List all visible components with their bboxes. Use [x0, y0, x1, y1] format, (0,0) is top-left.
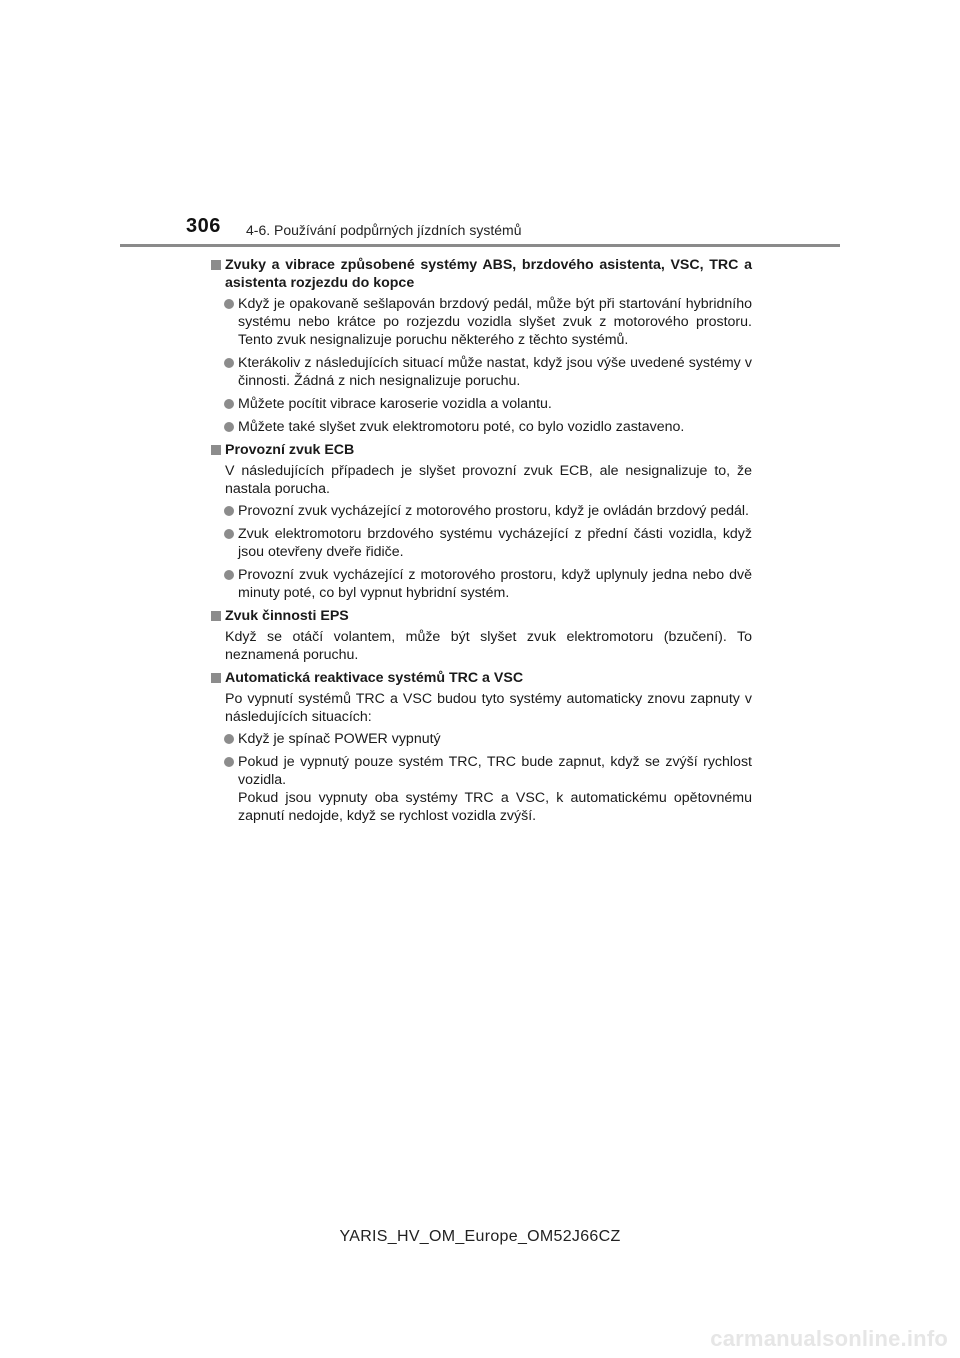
bullet-text: Můžete také slyšet zvuk elektromotoru poté, co bylo vozidlo zastaveno. [238, 419, 685, 435]
square-bullet-icon [211, 611, 221, 621]
list-item [210, 295, 752, 349]
circle-bullet-icon [224, 399, 234, 409]
bullet-text: Provozní zvuk vycházející z motorového prostoru, když uplynuly jedna nebo dvě minuty poté, co byl vypnut hybridní systém. [238, 567, 752, 601]
circle-bullet-icon [224, 529, 234, 539]
watermark: carmanualsonline.info [710, 1326, 948, 1351]
intro-paragraph: V následujících případech je slyšet provozní zvuk ECB, ale nesignalizuje to, že nastala porucha. [225, 463, 752, 497]
bullet-text: Když je opakovaně sešlapován brzdový pedál, může být při startování hybridního systému nebo krátce po rozjezdu vozidla slyšet zvuk z motorového prostoru. Tento zvuk nesignalizuje poruchu některého z těchto systémů. [238, 296, 752, 348]
bullet-text: Zvuk elektromotoru brzdového systému vycházející z přední části vozidla, když jsou otevřeny dveře řidiče. [238, 526, 752, 560]
content [210, 256, 752, 830]
intro-paragraph: Když se otáčí volantem, může být slyšet zvuk elektromotoru (bzučení). To neznamená poruchu. [225, 629, 752, 663]
circle-bullet-icon [224, 570, 234, 580]
section-heading [210, 669, 752, 687]
section-heading [210, 256, 752, 292]
footer-doc-code: YARIS_HV_OM_Europe_OM52J66CZ [339, 1228, 621, 1245]
circle-bullet-icon [224, 734, 234, 744]
circle-bullet-icon [224, 299, 234, 309]
section-title: 4-6. Používání podpůrných jízdních systémů [246, 222, 522, 238]
bullet-continuation: Pokud jsou vypnuty oba systémy TRC a VSC, k automatickému opětovnému zapnutí nedojde, když se rychlost vozidla zvýší. [238, 790, 752, 824]
bullet-text: Pokud je vypnutý pouze systém TRC, TRC bude zapnut, když se zvýší rychlost vozidla. [238, 754, 752, 788]
square-bullet-icon [211, 673, 221, 683]
square-bullet-icon [211, 260, 221, 270]
list-item [210, 502, 752, 520]
section-trc-vsc-reactivation [210, 669, 752, 825]
page-number: 306 [186, 215, 221, 237]
circle-bullet-icon [224, 358, 234, 368]
list-item [210, 753, 752, 825]
bullet-text: Provozní zvuk vycházející z motorového prostoru, když je ovládán brzdový pedál. [238, 503, 749, 519]
list-item [210, 525, 752, 561]
section-ecb-sound [210, 441, 752, 602]
list-item [210, 730, 752, 748]
list-item [210, 418, 752, 436]
heading-text: Zvuky a vibrace způsobené systémy ABS, brzdového asistenta, VSC, TRC a asistenta rozjezdu do kopce [225, 257, 752, 291]
heading-text: Provozní zvuk ECB [225, 442, 355, 458]
heading-text: Automatická reaktivace systémů TRC a VSC [225, 670, 524, 686]
bullet-text: Můžete pocítit vibrace karoserie vozidla a volantu. [238, 396, 552, 412]
square-bullet-icon [211, 445, 221, 455]
intro-paragraph: Po vypnutí systémů TRC a VSC budou tyto systémy automaticky znovu zapnuty v následujících situacích: [225, 691, 752, 725]
section-heading [210, 441, 752, 459]
list-item [210, 395, 752, 413]
section-heading [210, 607, 752, 625]
circle-bullet-icon [224, 506, 234, 516]
section-eps-sound [210, 607, 752, 664]
circle-bullet-icon [224, 757, 234, 767]
circle-bullet-icon [224, 422, 234, 432]
list-item [210, 354, 752, 390]
list-item [210, 566, 752, 602]
header-rule [120, 244, 840, 247]
heading-text: Zvuk činnosti EPS [225, 608, 349, 624]
bullet-text: Kterákoliv z následujících situací může nastat, když jsou výše uvedené systémy v činnosti. Žádná z nich nesignalizuje poruchu. [238, 355, 752, 389]
section-abs-vsc-sounds [210, 256, 752, 436]
bullet-text: Když je spínač POWER vypnutý [238, 731, 441, 747]
